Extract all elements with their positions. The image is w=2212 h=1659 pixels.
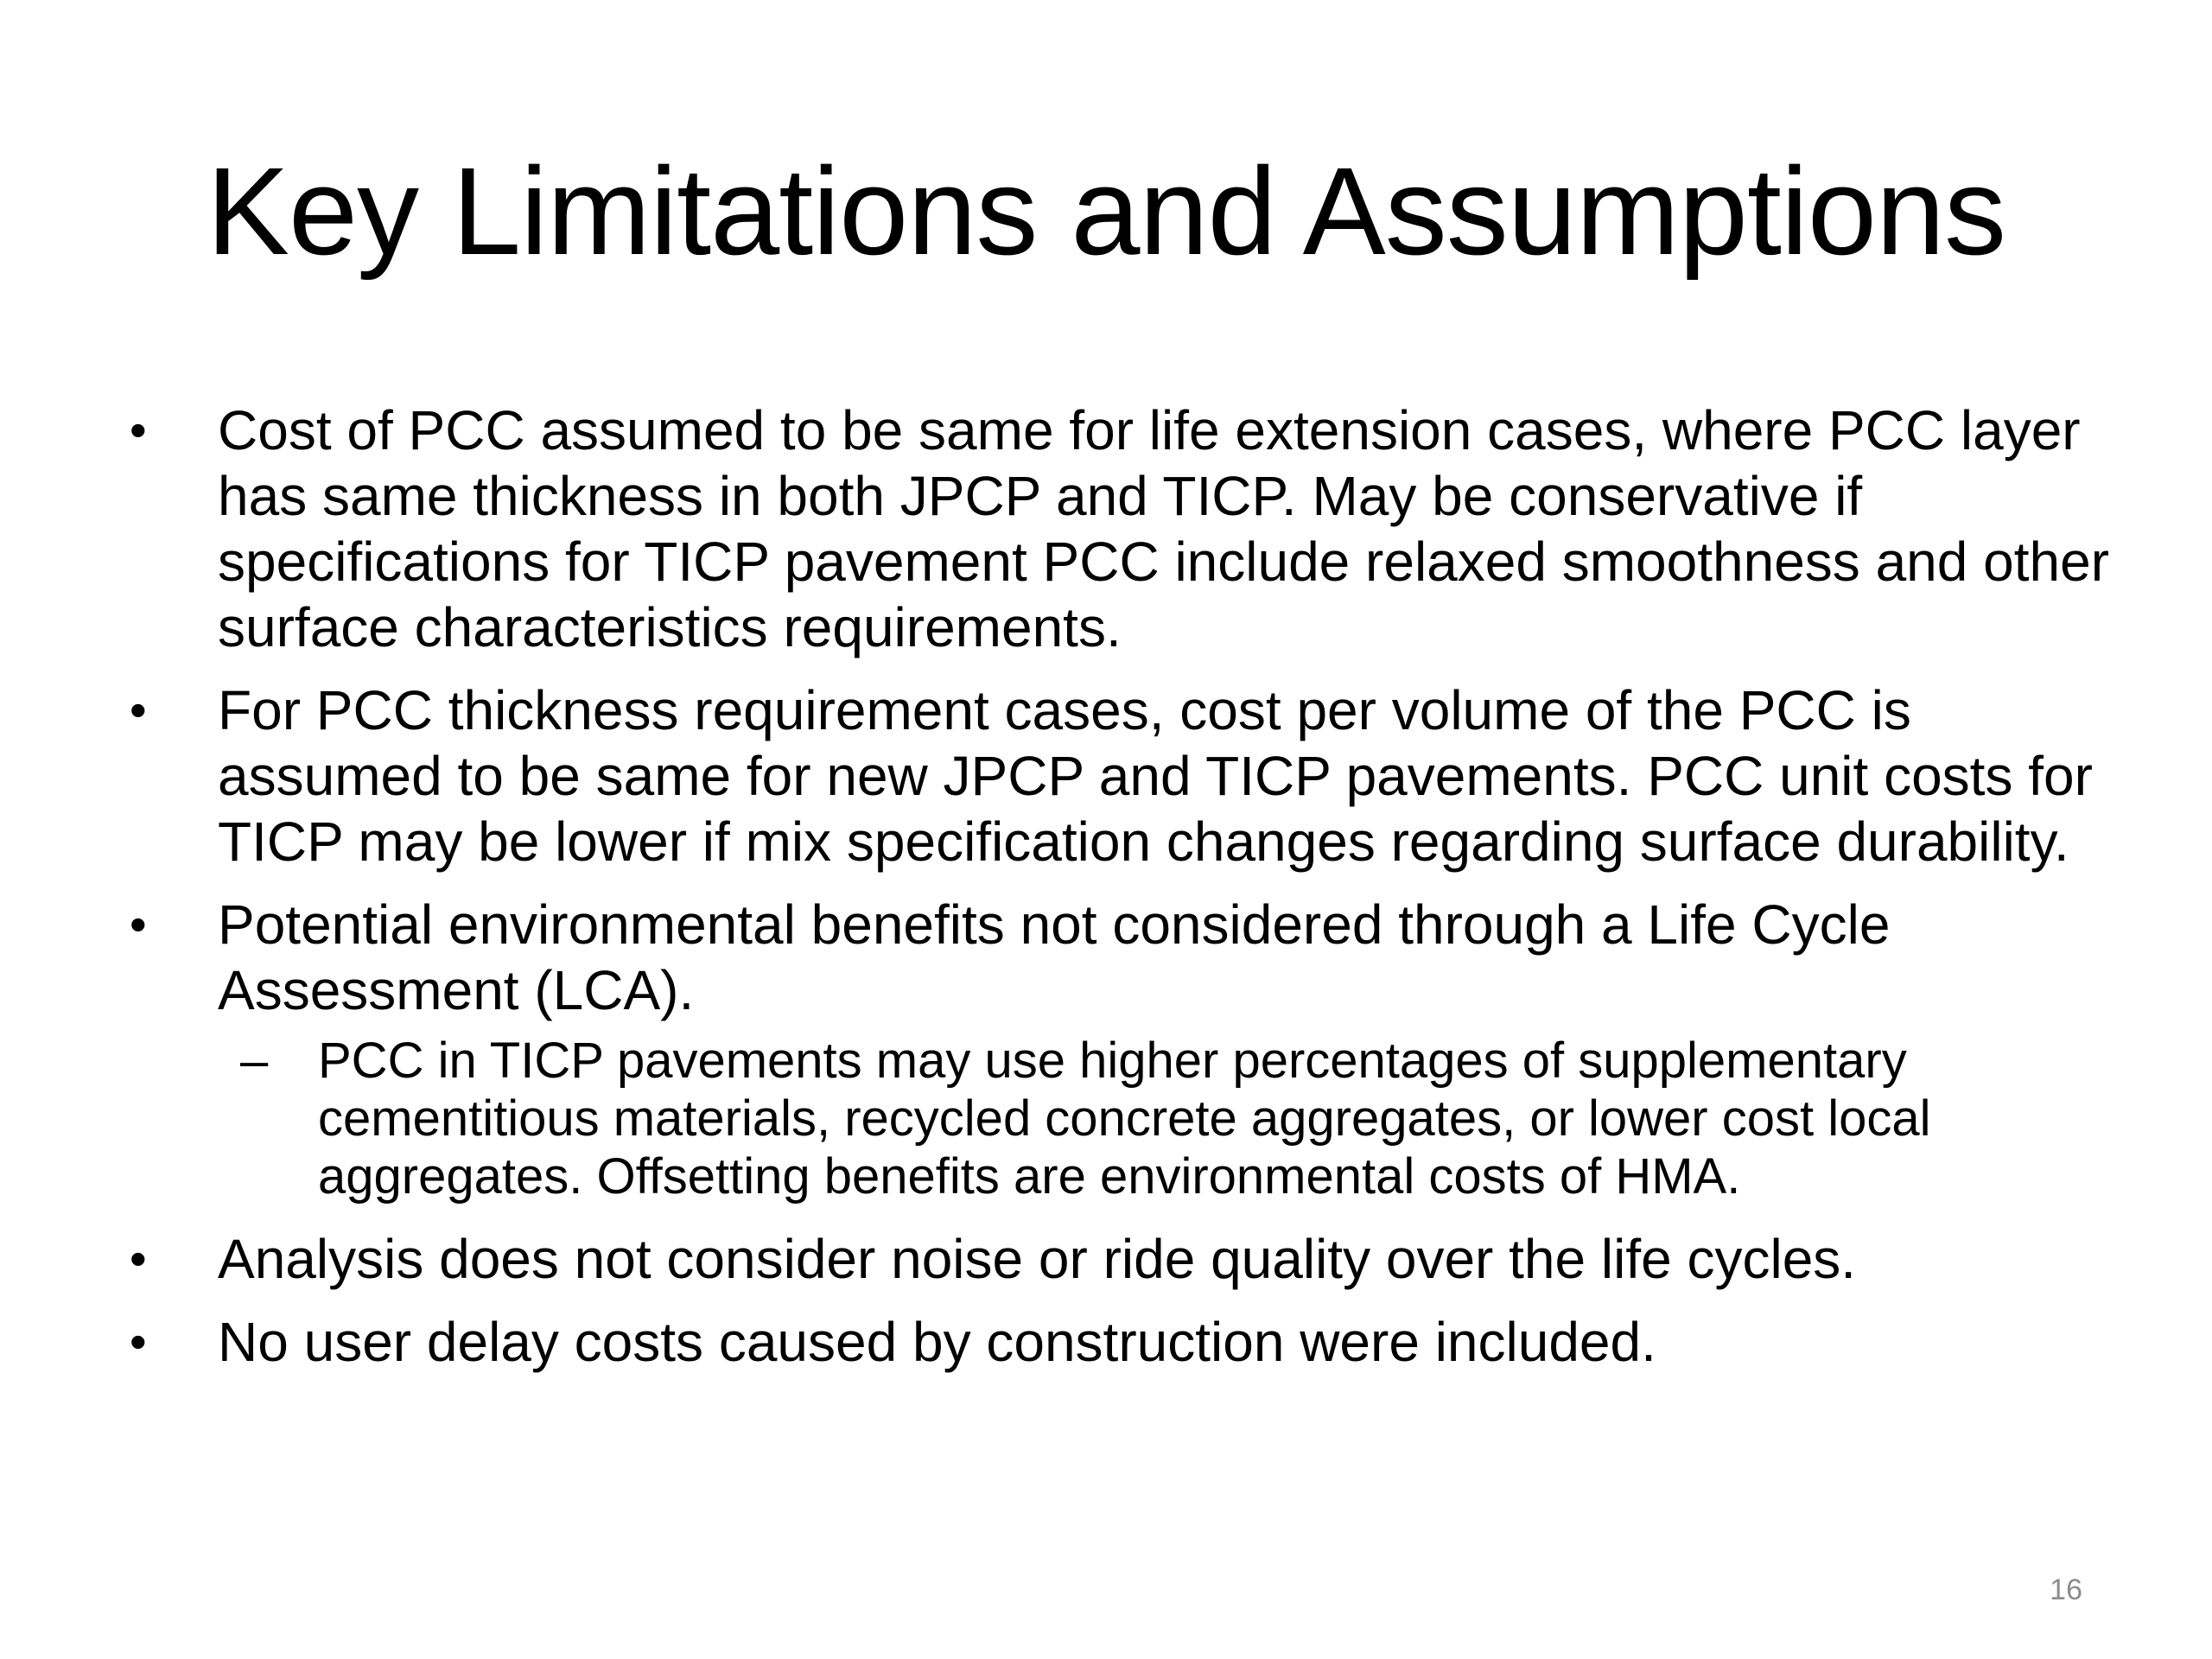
sub-bullet-text: PCC in TICP pavements may use higher percentages of supplementary cementitious materials, recycled concrete aggregates, or lower cost local aggregates. Offsetting benefits are environmental costs of HMA.	[318, 1033, 1931, 1205]
sub-bullet-marker: –	[240, 1033, 269, 1089]
bullet-item	[130, 397, 2117, 660]
bullet-item	[130, 892, 2117, 1023]
bullet-marker: •	[130, 403, 147, 457]
bullet-text: For PCC thickness requirement cases, cost per volume of the PCC is assumed to be same for new JPCP and TICP pavements. PCC unit costs for TICP may be lower if mix specification changes regarding surface durability.	[218, 679, 2093, 873]
bullet-item	[130, 1309, 2117, 1375]
slide-title: Key Limitations and Assumptions	[206, 142, 2006, 281]
bullet-marker: •	[130, 897, 147, 951]
bullet-marker: •	[130, 683, 147, 737]
bullet-item	[130, 1226, 2117, 1292]
bullet-text: Potential environmental benefits not considered through a Life Cycle Assessment (LCA).	[218, 893, 1891, 1021]
bullet-text: Analysis does not consider noise or ride quality over the life cycles.	[218, 1228, 1857, 1290]
bullet-text: No user delay costs caused by construction were included.	[218, 1311, 1656, 1373]
sub-bullet-item	[130, 1032, 2117, 1205]
bullet-text: Cost of PCC assumed to be same for life extension cases, where PCC layer has same thickness in both JPCP and TICP. May be conservative if specifications for TICP pavement PCC include relaxed smoothness and other surface characteristics requirements.	[218, 399, 2109, 658]
bullet-item	[130, 677, 2117, 874]
page-number: 16	[2050, 1573, 2082, 1606]
bullet-marker: •	[130, 1314, 147, 1369]
bullet-marker: •	[130, 1231, 147, 1286]
bullet-list	[130, 397, 2117, 1392]
